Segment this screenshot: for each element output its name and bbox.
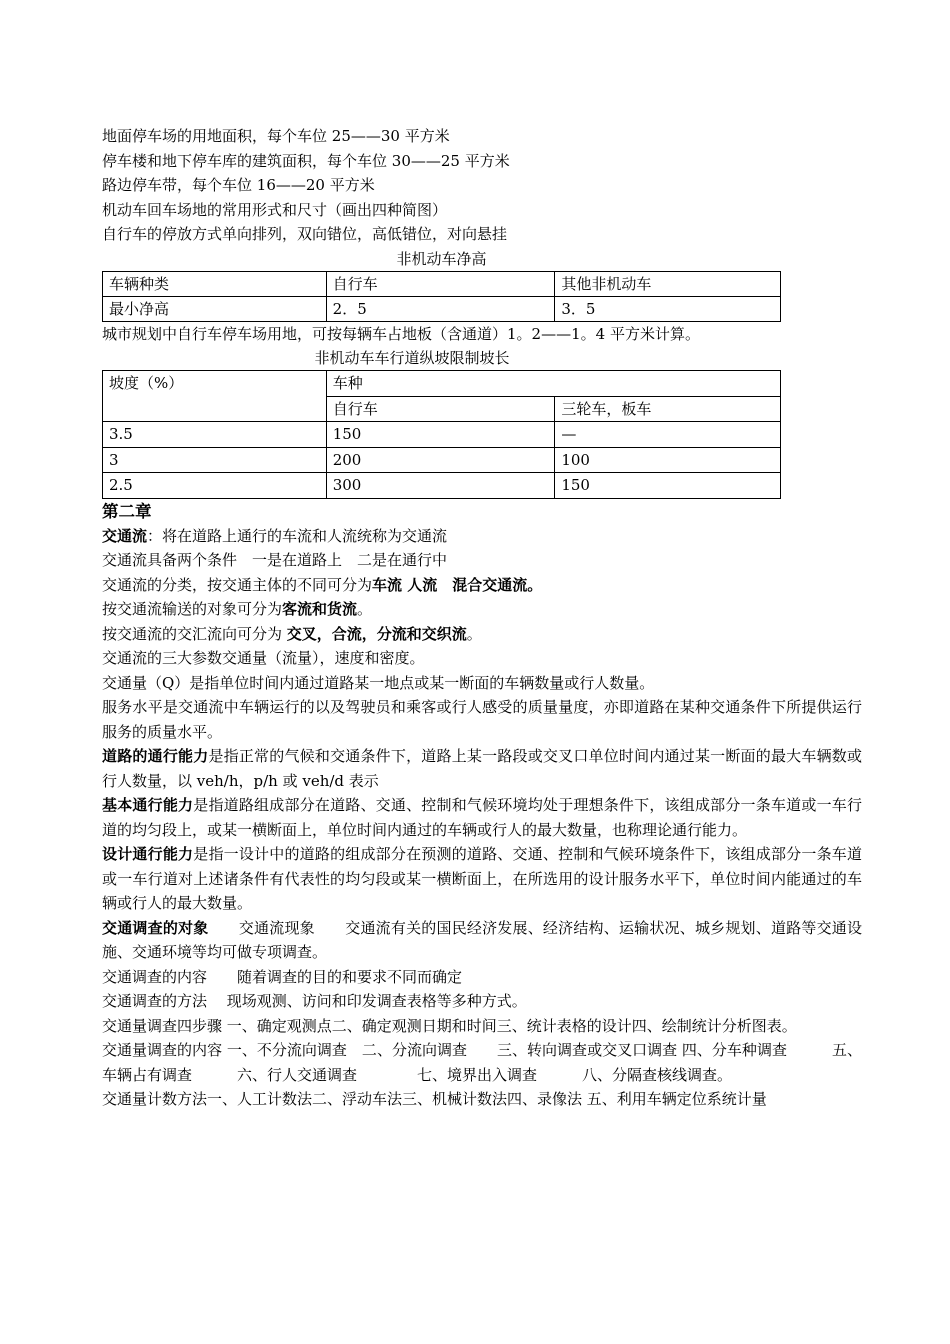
chapter-heading: 第二章 (102, 501, 152, 521)
text-line: 路边停车带，每个车位 16——20 平方米 (102, 176, 375, 194)
table-row (103, 296, 781, 321)
text-line: 自行车的停放方式单向排列，双向错位，高低错位，对向悬挂 (102, 225, 508, 243)
table-row (103, 473, 781, 499)
table-title (102, 346, 722, 370)
paragraph (102, 524, 862, 549)
paragraph (102, 744, 862, 793)
paragraph: 服务水平是交通流中车辆运行的以及驾驶员和乘客或行人感受的质量量度，亦即道路在某种交通条件下所提供运行服务的质量水平。 (102, 698, 862, 741)
term: 设计通行能力 (102, 845, 194, 863)
slope-table (102, 370, 781, 499)
table-cell: 3.5 (103, 422, 327, 448)
paragraph-text: 是指一设计中的道路的组成部分在预测的道路、交通、控制和气候环境条件下，该组成部分一条车道或一车行道对上述诸条件有代表性的均匀段或某一横断面上，在所选用的设计服务水平下，单位时间内能通过的车辆或行人的最大数量。 (102, 845, 862, 912)
paragraph (102, 842, 862, 916)
table-cell: 150 (326, 422, 555, 448)
paragraph (102, 597, 862, 622)
term: 基本通行能力 (102, 796, 194, 814)
paragraph (102, 793, 862, 842)
paragraph: 交通流具备两个条件 一是在道路上 二是在通行中 (102, 551, 448, 569)
table-cell: 3．5 (555, 296, 781, 321)
table-row (103, 447, 781, 473)
table-title (102, 247, 781, 271)
table-cell: 其他非机动车 (555, 271, 781, 296)
table1-title-text: 非机动车净高 (396, 249, 487, 268)
paragraph (102, 916, 862, 965)
table-row (103, 371, 781, 397)
term: 交通流 (102, 526, 148, 545)
clearance-table (102, 271, 781, 322)
text-line: 机动车回车场地的常用形式和尺寸（画出四种简图） (102, 200, 448, 219)
table-cell: 三轮车，板车 (555, 396, 781, 422)
table-cell: 300 (326, 473, 555, 499)
term: 道路的通行能力 (102, 747, 209, 765)
table-cell: 最小净高 (103, 296, 327, 321)
table-cell: 150 (555, 473, 781, 499)
table-row (103, 271, 781, 296)
table2-title-text: 非机动车车行道纵坡限制坡长 (314, 349, 510, 367)
document-body (102, 124, 862, 1112)
term: 车流 人流 混合交通流。 (372, 575, 543, 594)
table-row (103, 422, 781, 448)
paragraph-text: 按交通流的交汇流向可分为 (102, 624, 287, 643)
text-line: 城市规划中自行车停车场用地，可按每辆车占地板（含通道）1。2——1。4 平方米计算。 (102, 324, 700, 343)
table-cell: 车辆种类 (103, 271, 327, 296)
table-cell: 自行车 (326, 271, 555, 296)
paragraph: 交通量调查的内容 一、不分流向调查 二、分流向调查 三、转向调查或交叉口调查 四、分车种调查 五、车辆占有调查 六、行人交通调查 七、境界出入调查 八、分隔查核线调查。 (102, 1041, 862, 1084)
table-cell: 2.5 (103, 473, 327, 499)
table-cell: 2．5 (326, 296, 555, 321)
table-cell: 100 (555, 447, 781, 473)
paragraph-text: 。 (357, 600, 373, 618)
paragraph: 交通调查的方法 现场观测、访问和印发调查表格等多种方式。 (102, 992, 527, 1010)
term: 交叉，合流，分流和交织流 (286, 624, 467, 643)
paragraph: 交通量计数方法一、人工计数法二、浮动车法三、机械计数法四、录像法 五、利用车辆定位系统计量 (102, 1090, 767, 1108)
paragraph-text: 按交通流输送的对象可分为 (102, 600, 283, 618)
table-cell: — (555, 422, 781, 448)
paragraph (102, 622, 862, 647)
paragraph-text: 交通流的分类，按交通主体的不同可分为 (102, 575, 373, 594)
table-cell: 自行车 (326, 396, 555, 422)
paragraph: 交通量（Q）是指单位时间内通过道路某一地点或某一断面的车辆数量或行人数量。 (102, 673, 655, 692)
paragraph-text: 是指正常的气候和交通条件下，道路上某一路段或交叉口单位时间内通过某一断面的最大车辆数或行人数量，以 veh/h，p/h 或 veh/d 表示 (102, 747, 862, 790)
paragraph-text: 。 (466, 624, 482, 643)
term: 客流和货流 (282, 600, 358, 618)
text-line: 停车楼和地下停车库的建筑面积，每个车位 30——25 平方米 (102, 151, 510, 170)
table-cell: 200 (326, 447, 555, 473)
paragraph: 交通流的三大参数交通量（流量），速度和密度。 (102, 649, 425, 667)
paragraph: 交通调查的内容 随着调查的目的和要求不同而确定 (102, 967, 463, 986)
paragraph: 交通量调查四步骤 一、确定观测点二、确定观测日期和时间三、统计表格的设计四、绘制统计分析图表。 (102, 1016, 797, 1035)
paragraph-text: ：将在道路上通行的车流和人流统称为交通流 (147, 526, 448, 545)
term: 交通调查的对象 (102, 918, 209, 937)
text-line: 地面停车场的用地面积，每个车位 25——30 平方米 (102, 127, 450, 145)
table-cell: 车种 (326, 371, 780, 397)
paragraph-text: 交通流现象 交通流有关的国民经济发展、经济结构、运输状况、城乡规划、道路等交通设施、交通环境等均可做专项调查。 (102, 918, 862, 961)
paragraph-text: 是指道路组成部分在道路、交通、控制和气候环境均处于理想条件下，该组成部分一条车道或一车行道的均匀段上，或某一横断面上，单位时间内通过的车辆或行人的最大数量，也称理论通行能力。 (102, 796, 862, 839)
table-cell: 坡度（%） (103, 371, 327, 422)
table-cell: 3 (103, 447, 327, 473)
paragraph (102, 573, 862, 598)
